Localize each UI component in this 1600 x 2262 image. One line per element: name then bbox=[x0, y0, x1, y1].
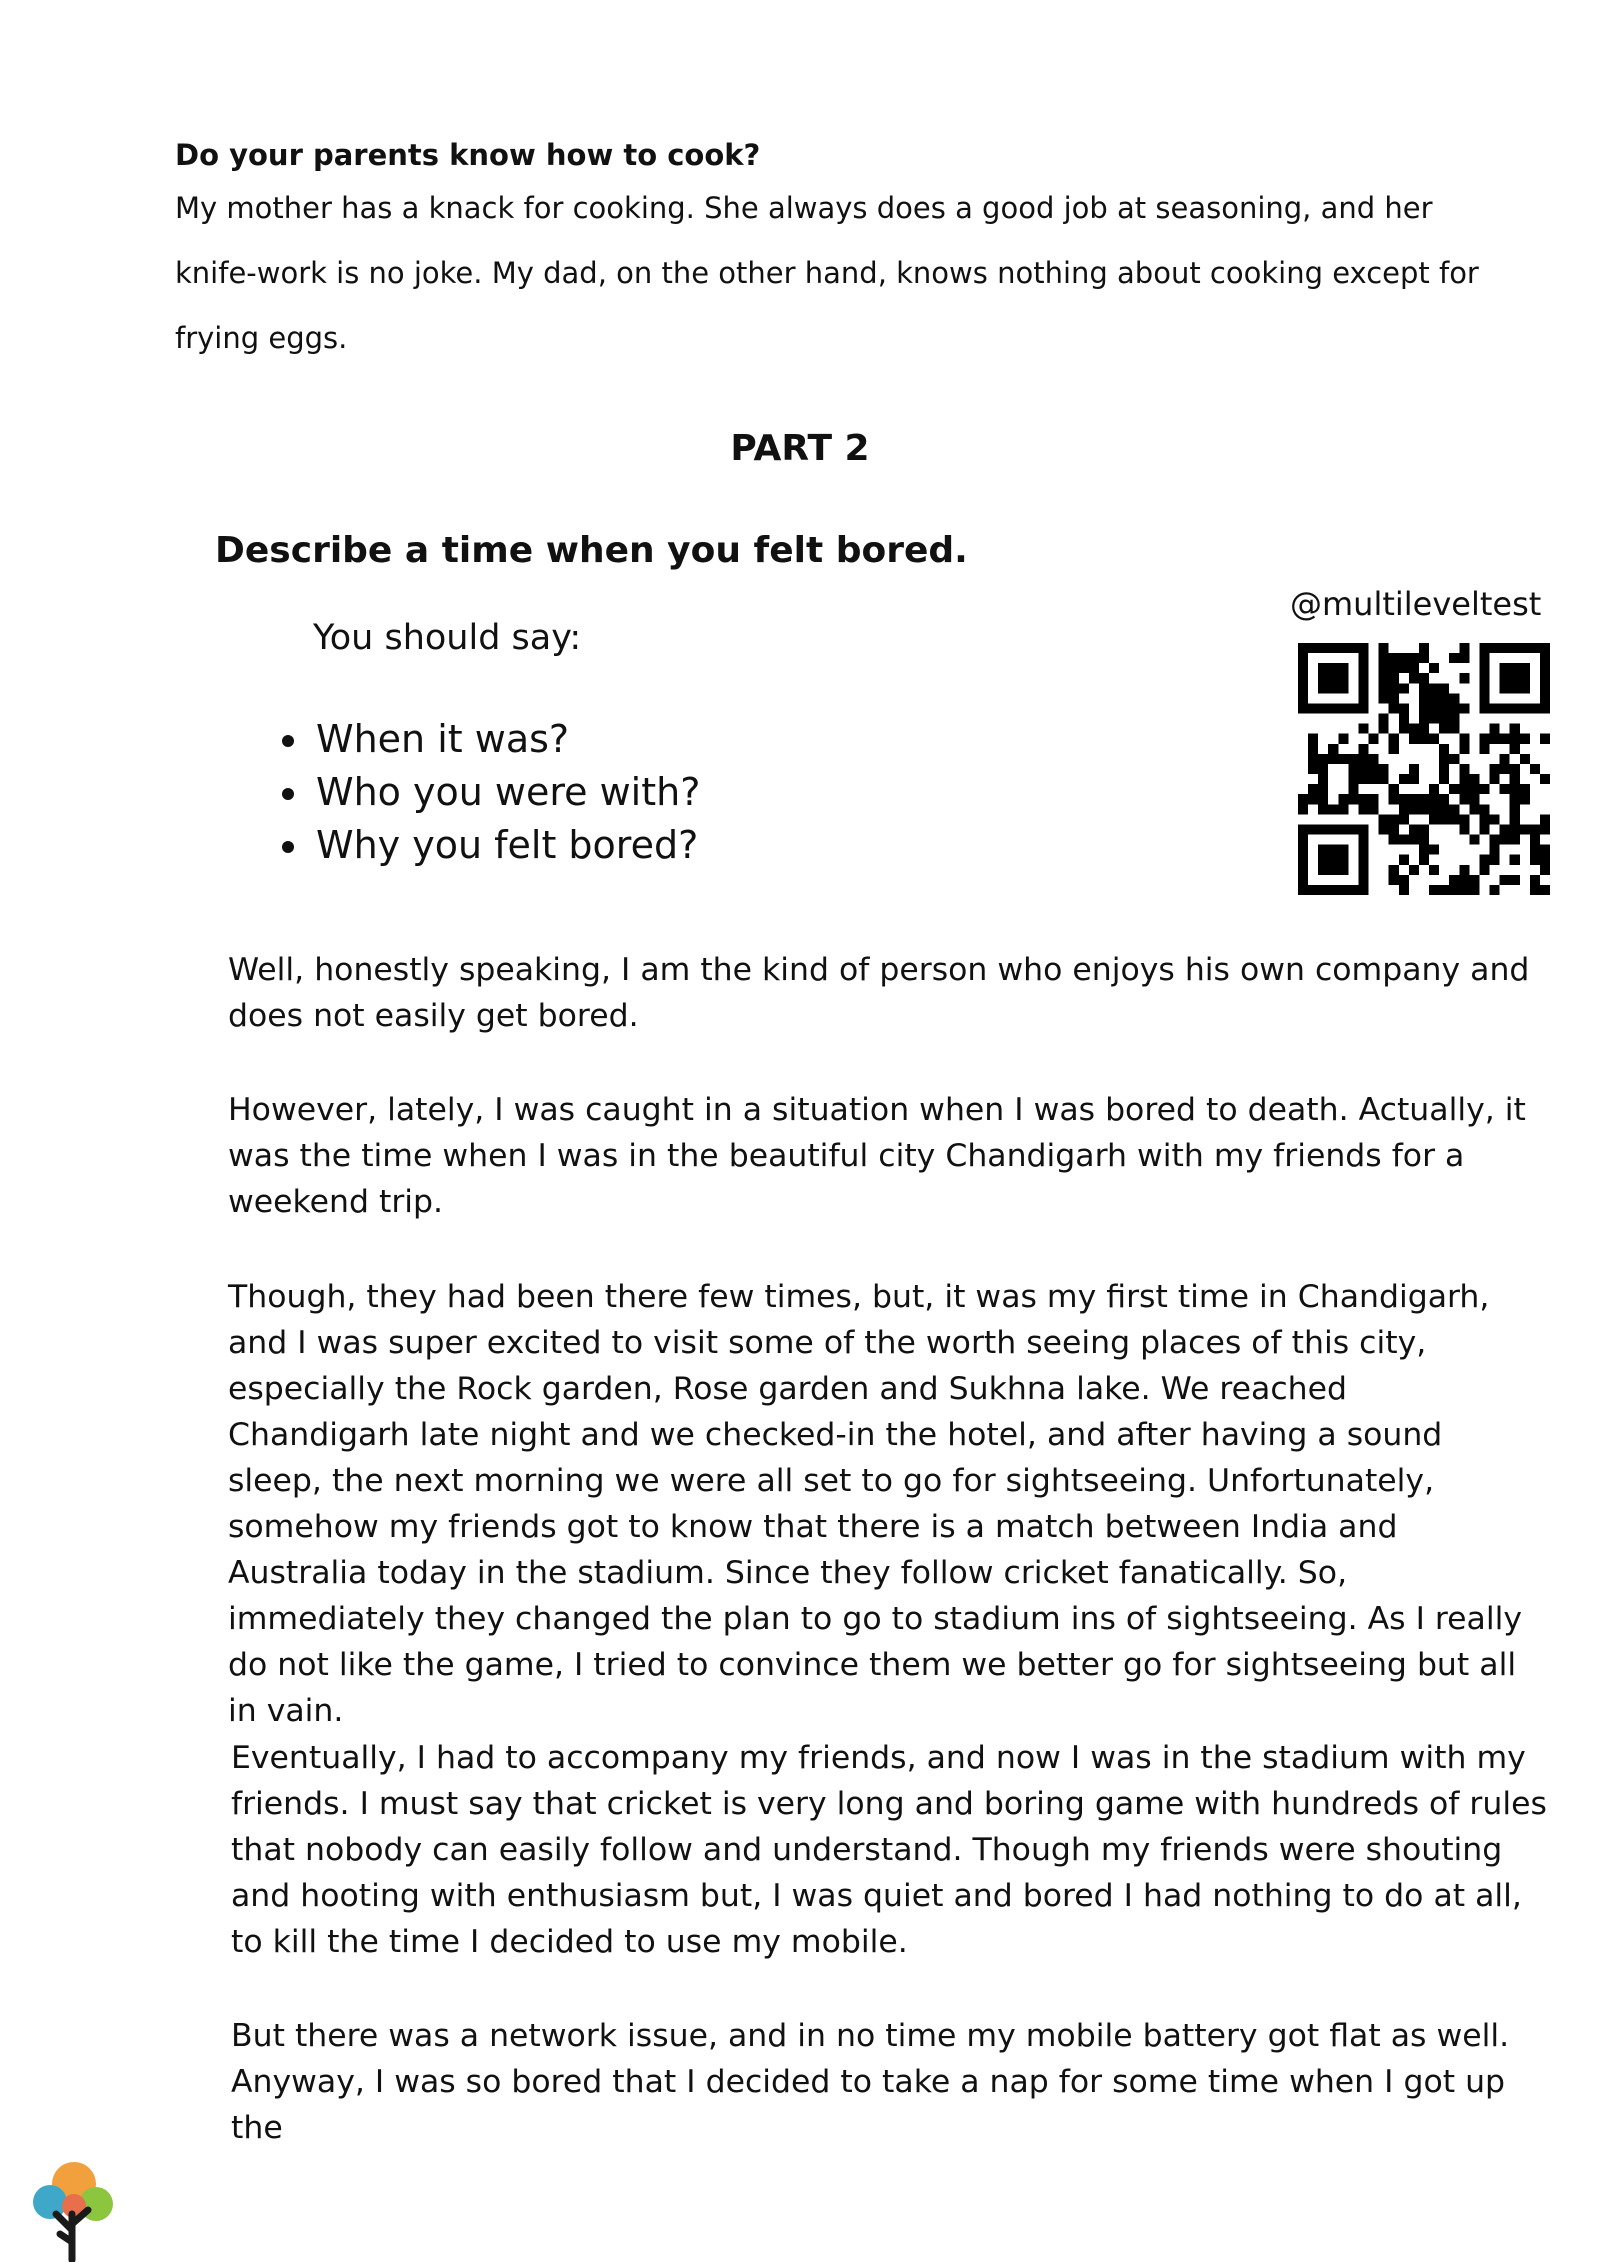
cue-bullet: • When it was? bbox=[312, 713, 700, 766]
answer-paragraph: But there was a network issue, and in no time my mobile battery got flat as well. Anyway, I was so bored that I decided to take a nap for some time when I got up the bbox=[231, 2018, 1510, 2146]
answer-paragraph: Well, honestly speaking, I am the kind of person who enjoys his own company and does not easily get bored. bbox=[228, 952, 1530, 1034]
cue-card-title: Describe a time when you felt bored. bbox=[215, 530, 968, 571]
tree-logo-icon bbox=[22, 2152, 122, 2262]
watermark-handle: @multileveltest bbox=[1290, 585, 1542, 623]
cue-bullet: • Who you were with? bbox=[312, 766, 700, 819]
cue-bullet: • Why you felt bored? bbox=[312, 819, 700, 872]
qr-code-icon bbox=[1298, 643, 1550, 895]
question-answer: My mother has a knack for cooking. She always does a good job at seasoning, and her knife-work is no joke. My dad, on the other hand, knows nothing about cooking except for frying eggs. bbox=[175, 191, 1479, 355]
question-title: Do your parents know how to cook? bbox=[175, 138, 761, 172]
cue-card-intro: You should say: bbox=[313, 618, 582, 658]
answer-paragraph: Eventually, I had to accompany my friends, and now I was in the stadium with my friends. I must say that cricket is very long and boring game with hundreds of rules that nobody can easily follow and understand. Though my friends were shouting and hooting with enthusiasm but, I was quiet and bored I had nothing to do at all, to kill the time I decided to use my mobile. bbox=[231, 1740, 1547, 1960]
cue-card-bullets bbox=[262, 713, 700, 872]
part-title: PART 2 bbox=[730, 428, 870, 469]
answer-paragraph: Though, they had been there few times, but, it was my first time in Chandigarh, and I was super excited to visit some of the worth seeing places of this city, especially the Rock garden, Rose garden and Sukhna lake. We reached Chandigarh late night and we checked-in the hotel, and after having a sound sleep, the next morning we were all set to go for sightseeing. Unfortunately, somehow my friends got to know that there is a match between India and Australia today in the stadium. Since they follow cricket fanatically. So, immediately they changed the plan to go to stadium ins of sightseeing. As I really do not like the game, I tried to convince them we better go for sightseeing but all in vain. bbox=[228, 1279, 1522, 1729]
answer-paragraph: However, lately, I was caught in a situation when I was bored to death. Actually, it was the time when I was in the beautiful city Chandigarh with my friends for a weekend trip. bbox=[228, 1092, 1526, 1220]
